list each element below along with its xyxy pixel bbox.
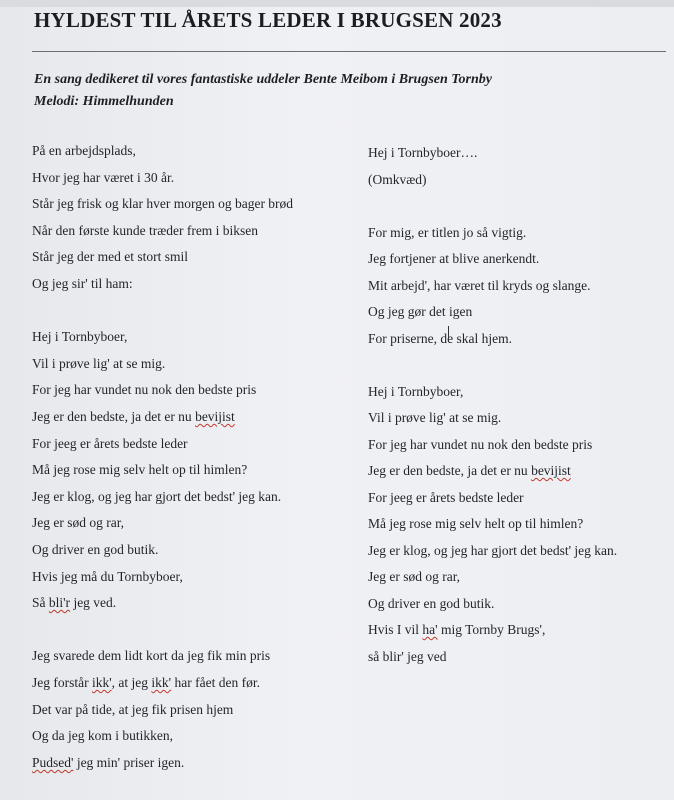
subtitle-dedication: En sang dedikeret til vores fantastiske uddeler Bente Meibom i Brugsen Tornby [34,72,493,87]
right-line: Hej i Tornbyboer, [368,383,464,399]
left-line: Hvis jeg må du Tornbyboer, [32,568,183,584]
left-line: Og driver en god butik. [32,542,159,557]
left-line: For jeeg er årets bedste leder [32,435,188,451]
text-cursor [448,326,455,342]
right-line: Hej i Tornbyboer…. [368,145,478,160]
left-line: Jeg svarede dem lidt kort da jeg fik min pris [32,648,271,664]
left-line: Og da jeg kom i butikken, [32,728,173,744]
right-line: Jeg er den bedste, ja det er nu bevijist [368,463,571,478]
right-line: Hvis I vil ha' mig Tornby Brugs', [368,622,546,637]
left-line: Og jeg sir' til ham: [32,276,133,291]
left-line: Når den første kunde træder frem i biksen [32,222,259,238]
right-line: Og driver en god butik. [368,595,495,611]
right-line: Må jeg rose mig selv helt op til himlen? [368,516,584,531]
left-line: Jeg er sød og rar, [32,515,125,531]
left-line: Så bli'r jeg ved. [32,595,117,611]
document-title: HYLDEST TIL ÅRETS LEDER I BRUGSEN 2023 [34,8,502,32]
right-line: For jeg har vundet nu nok den bedste pris [368,436,593,452]
left-line: Må jeg rose mig selv helt op til himlen? [32,462,248,478]
right-line: så blir' jeg ved [368,648,447,664]
left-line: Hej i Tornbyboer, [32,329,128,345]
right-line: For jeeg er årets bedste leder [368,489,524,505]
right-line: For priserne, de skal hjem. [368,330,512,346]
left-line: For jeg har vundet nu nok den bedste pris [32,382,257,398]
window-top-strip [0,0,674,7]
left-line: Vil i prøve lig' at se mig. [32,355,166,371]
left-line: Det var på tide, at jeg fik prisen hjem [32,701,234,717]
title-divider [32,51,666,52]
left-line: Står jeg frisk og klar hver morgen og bager brød [32,196,294,212]
right-line: Og jeg gør det igen [368,304,473,319]
left-line: Pudsed' jeg min' priser igen. [32,754,185,770]
left-line: Hvor jeg har været i 30 år. [32,169,175,185]
right-line: Jeg fortjener at blive anerkendt. [368,251,540,266]
right-line: Jeg er sød og rar, [368,569,461,584]
left-line: Står jeg der med et stort smil [32,249,188,265]
left-line: På en arbejdsplads, [32,143,136,158]
right-line: Jeg er klog, og jeg har gjort det bedst' jeg kan. [368,542,618,558]
left-line: Jeg er klog, og jeg har gjort det bedst' jeg kan. [32,488,282,504]
right-line: (Omkvæd) [368,171,427,187]
right-line: For mig, er titlen jo så vigtig. [368,224,527,240]
right-line: Vil i prøve lig' at se mig. [368,410,502,425]
left-line: Jeg er den bedste, ja det er nu bevijist [32,409,235,424]
right-line: Mit arbejd', har været til kryds og slange. [368,277,591,293]
subtitle-melody: Melodi: Himmelhunden [34,94,174,109]
left-line: Jeg forstår ikk', at jeg ikk' har fået den før. [32,675,260,690]
